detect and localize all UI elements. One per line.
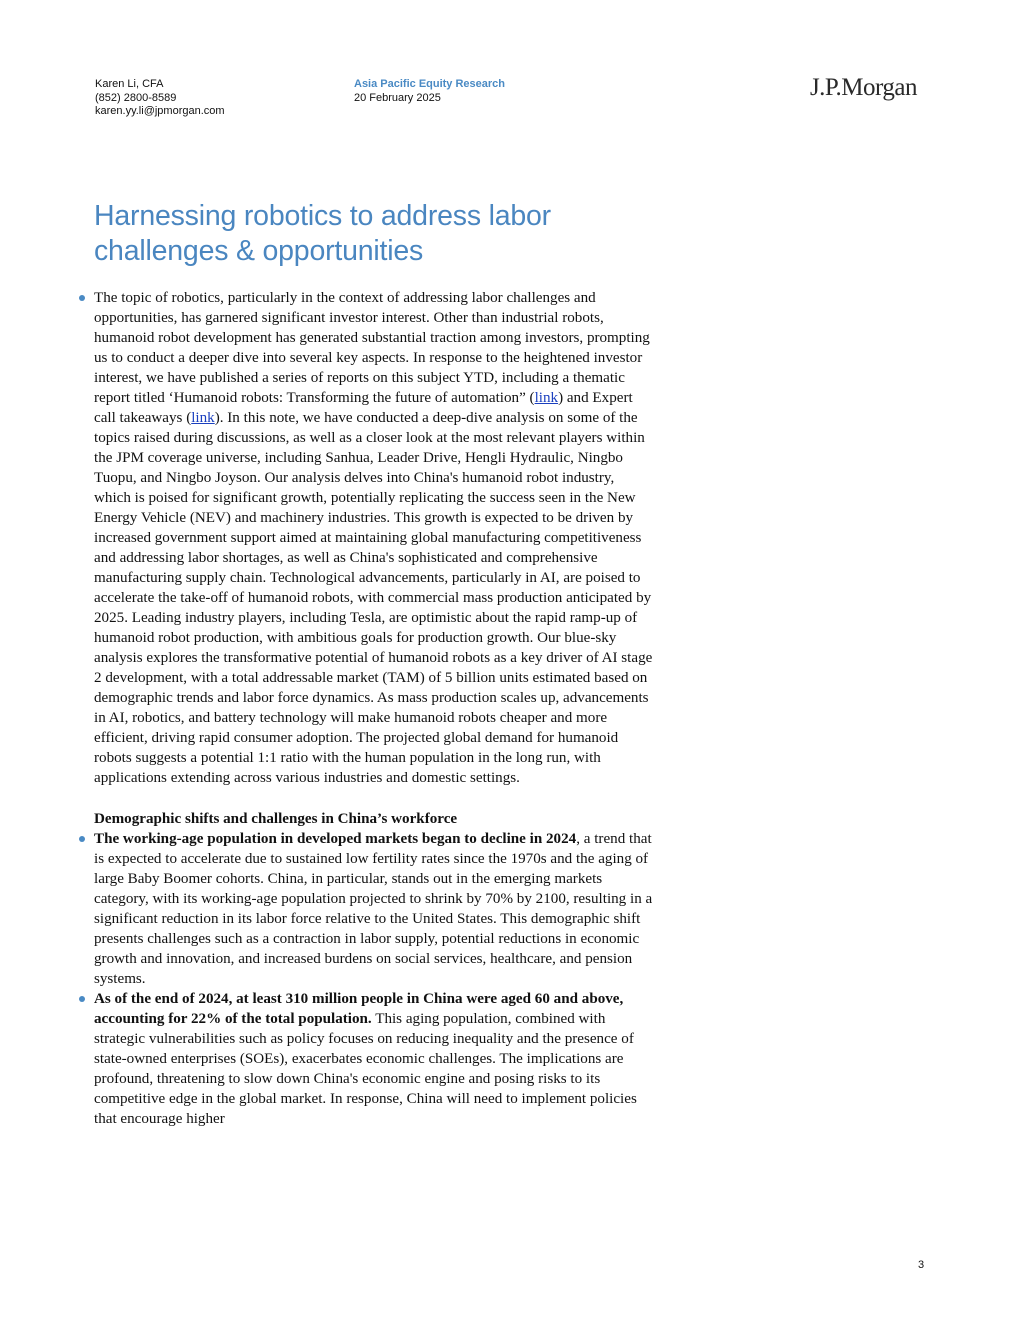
working-age-bullet-text: , a trend that is expected to accelerate due to sustained low fertility rates since the 1970s and the aging of large Baby Boomer cohorts. China, in particular, stands out in the emerging markets category, with its working-age population projected to shrink by 70% by 2100, resulting in a significant reduction in its labor force relative to the United States. This demographic shift presents challenges such as a contraction in labor supply, potential reductions in economic growth and innovation, and increased burdens on social services, healthcare, and pension systems. <box>94 831 653 987</box>
author-name: Karen Li, CFA <box>95 78 164 90</box>
aging-population-bullet-text: This aging population, combined with strategic vulnerabilities such as policy focuses on reducing inequality and the presence of state-owned enterprises (SOEs), exacerbates economic challenges. The implications are profound, threatening to slow down China's economic engine and posing risks to its competitive edge in the global market. In response, China will need to implement policies that encourage higher <box>94 1011 637 1127</box>
author-phone: (852) 2800-8589 <box>95 91 177 104</box>
page-number: 3 <box>918 1259 925 1271</box>
intro-text-2: ) and Expert call takeaways ( <box>94 390 633 426</box>
main-content <box>94 288 654 1129</box>
page-title-line-2: challenges & opportunities <box>94 235 424 267</box>
page-title <box>94 199 654 269</box>
working-age-bullet <box>94 829 654 989</box>
aging-population-bullet <box>94 989 654 1129</box>
intro-text-3: ). In this note, we have conducted a deep-dive analysis on some of the topics raised during discussions, as well as a closer look at the most relevant players within the JPM coverage universe, including Sanhua, Leader Drive, Hengli Hydraulic, Ningbo Tuopu, and Ningbo Joyson. Our analysis delves into China's humanoid robot industry, which is poised for significant growth, potentially replicating the success seen in the New Energy Vehicle (NEV) and machinery industries. This growth is expected to be driven by increased government support aimed at maintaining global manufacturing competitiveness and addressing labor shortages, as well as China's sophisticated and comprehensive manufacturing supply chain. Technological advancements, particularly in AI, are poised to accelerate the take-off of humanoid robots, with commercial mass production anticipated by 2025. Leading industry players, including Tesla, are optimistic about the rapid ramp-up of humanoid robot production, with ambitious goals for production growth. Our blue-sky analysis explores the transformative potential of humanoid robots as a key driver of AI stage 2 development, with a total addressable market (TAM) of 5 billion units estimated based on demographic trends and labor force dynamics. As mass production scales up, advancements in AI, robotics, and battery technology will make humanoid robots cheaper and more efficient, driving rapid consumer adoption. The projected global demand for humanoid robots suggests a potential 1:1 ratio with the human population in the long run, with applications extending across various industries and domestic settings. <box>94 410 653 786</box>
section-heading: Demographic shifts and challenges in China’s workforce <box>94 811 458 827</box>
report-info <box>354 78 505 105</box>
jpmorgan-logo: J.P.Morgan <box>809 74 917 101</box>
page-title-line-1: Harnessing robotics to address labor <box>94 200 551 232</box>
report-link-1[interactable]: link <box>534 390 559 406</box>
paragraph-spacer <box>94 788 654 808</box>
report-link-2[interactable]: link <box>191 410 215 426</box>
report-series: Asia Pacific Equity Research <box>354 78 506 90</box>
working-age-bullet-lead: The working-age population in developed markets began to decline in 2024 <box>94 831 577 847</box>
author-email[interactable]: karen.yy.li@jpmorgan.com <box>95 105 225 117</box>
aging-population-bullet-lead: As of the end of 2024, at least 310 million people in China were aged 60 and above, accounting for 22% of the total population. <box>94 991 624 1027</box>
intro-text-1: The topic of robotics, particularly in the context of addressing labor challenges and opportunities, has garnered significant investor interest. Other than industrial robots, humanoid robot development has generated substantial traction among investors, prompting us to conduct a deeper dive into several key aspects. In response to the heightened investor interest, we have published a series of reports on this subject YTD, including a thematic report titled ‘Humanoid robots: Transforming the future of automation” ( <box>94 290 650 406</box>
intro-bullet <box>94 288 654 788</box>
author-contact <box>95 78 225 119</box>
report-date: 20 February 2025 <box>354 91 441 104</box>
